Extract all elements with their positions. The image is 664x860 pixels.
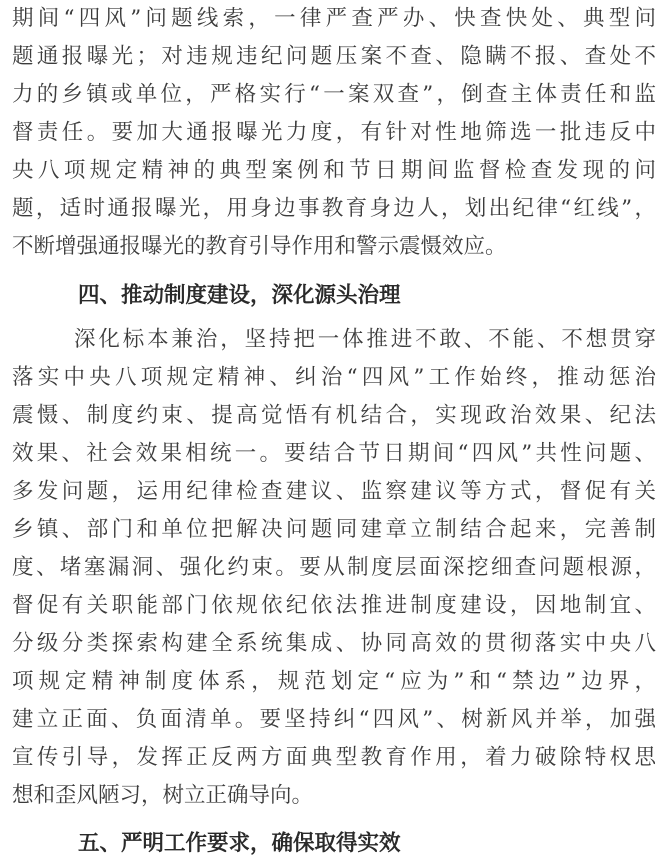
text-line: 分级分类探索构建全系统集成、协同高效的贯彻落实中央八 [12, 631, 656, 656]
text-line: 落实中央八项规定精神、纠治“四风”工作始终，推动惩治 [12, 365, 656, 390]
text-line: 督责任。要加大通报曝光力度，有针对性地筛选一批违反中 [12, 120, 656, 145]
text-line: 督促有关职能部门依规依纪依法推进制度建设，因地制宜、 [12, 593, 656, 618]
section-heading: 五、严明工作要求，确保取得实效 [78, 831, 401, 856]
text-line: 题，适时通报曝光，用身边事教育身边人，划出纪律“红线”， [12, 196, 656, 221]
text-line: 央八项规定精神的典型案例和节日期间监督检查发现的问 [12, 158, 656, 183]
text-line: 深化标本兼治，坚持把一体推进不敢、不能、不想贯穿 [74, 327, 656, 352]
text-line: 想和歪风陋习，树立正确导向。 [12, 783, 314, 808]
text-line: 力的乡镇或单位，严格实行“一案双查”，倒查主体责任和监 [12, 82, 656, 107]
text-line: 震慑、制度约束、提高觉悟有机结合，实现政治效果、纪法 [12, 403, 656, 428]
text-line: 不断增强通报曝光的教育引导作用和警示震慑效应。 [12, 234, 507, 259]
text-line: 多发问题，运用纪律检查建议、监察建议等方式，督促有关 [12, 479, 656, 504]
section-heading: 四、推动制度建设，深化源头治理 [78, 283, 401, 308]
text-line: 效果、社会效果相统一。要结合节日期间“四风”共性问题、 [12, 441, 656, 466]
text-line: 度、堵塞漏洞、强化约束。要从制度层面深挖细查问题根源， [12, 555, 656, 580]
text-line: 期间“四风”问题线索，一律严查严办、快查快处、典型问 [12, 6, 656, 31]
text-line: 宣传引导，发挥正反两方面典型教育作用，着力破除特权思 [12, 745, 656, 770]
text-line: 建立正面、负面清单。要坚持纠“四风”、树新风并举，加强 [12, 707, 656, 732]
text-line: 乡镇、部门和单位把解决问题同建章立制结合起来，完善制 [12, 517, 656, 542]
text-line: 题通报曝光；对违规违纪问题压案不查、隐瞒不报、查处不 [12, 44, 656, 69]
text-line: 项规定精神制度体系，规范划定“应为”和“禁边”边界， [12, 669, 656, 694]
